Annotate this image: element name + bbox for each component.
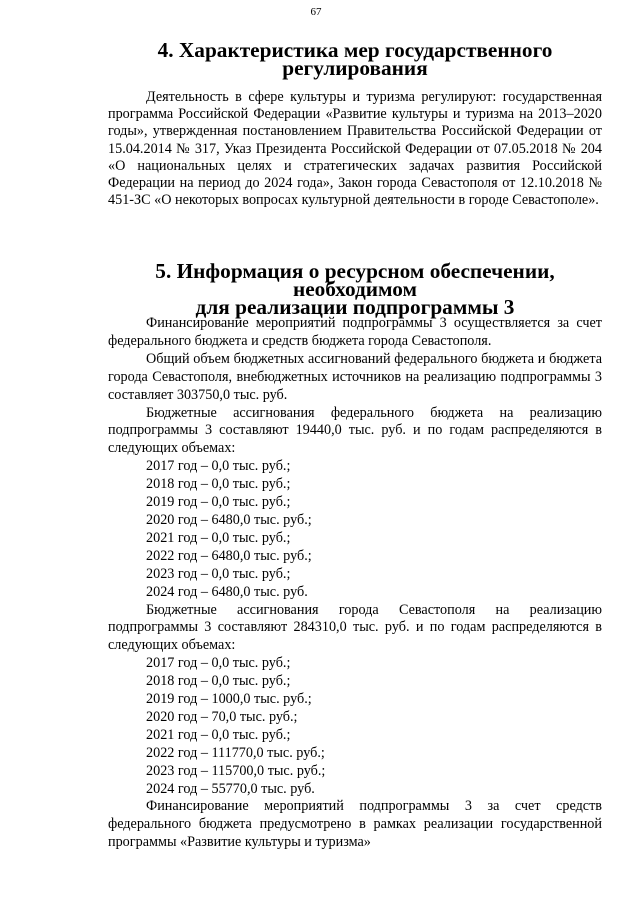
list-item: 2024 год – 6480,0 тыс. руб. [146,583,308,600]
total-volume-paragraph: Общий объем бюджетных ассигнований федерального бюджета и бюджета города Севастополя, внебюджетных источников на реализацию подпрограммы 3 составляет 303750,0 тыс. руб. [108,350,602,403]
list-item: 2023 год – 115700,0 тыс. руб.; [146,762,326,779]
list-item: 2024 год – 55770,0 тыс. руб. [146,780,315,797]
list-item: 2022 год – 6480,0 тыс. руб.; [146,547,312,564]
city-budget-paragraph: Бюджетные ассигнования города Севастополя на реализацию подпрограммы 3 составляют 284310,0 тыс. руб. и по годам распределяются в следующих объемах: [108,601,602,654]
federal-financing-paragraph: Финансирование мероприятий подпрограммы 3 за счет средств федерального бюджета предусмотрено в рамках реализации государственной программы «Развитие культуры и туризма» [108,798,602,851]
list-item: 2019 год – 1000,0 тыс. руб.; [146,691,312,708]
list-item: 2023 год – 0,0 тыс. руб.; [146,565,291,582]
list-item: 2018 год – 0,0 тыс. руб.; [146,476,291,493]
list-item: 2020 год – 6480,0 тыс. руб.; [146,511,312,528]
page-number: 67 [310,6,322,18]
section-4-heading: 4. Характеристика мер государственного регулирования [157,38,553,80]
city-years-list [108,655,602,798]
federal-budget-paragraph: Бюджетные ассигнования федерального бюджета на реализацию подпрограммы 3 составляют 19440,0 тыс. руб. и по годам распределяются в следующих объемах: [108,404,602,457]
section-5-heading-line2: для реализации подпрограммы 3 [195,295,515,319]
section-4-paragraph: Деятельность в сфере культуры и туризма регулируют: государственная программа Российской Федерации «Развитие культуры и туризма на 2013–2020 годы», утвержденная постановлением Правительства Российской Федерации от 15.04.2014 № 317, Указ Президента Российской Федерации от 07.05.2018 № 204 «О национальных целях и стратегических задачах развития Российской Федерации на период до 2024 года», Закон города Севастополя от 12.10.2018 № 451-ЗС «О некоторых вопросах культурной деятельности в городе Севастополе». [108,89,602,209]
funding-sources-paragraph: Финансирование мероприятий подпрограммы 3 осуществляется за счет федерального бюджета и средств бюджета города Севастополя. [108,315,602,349]
list-item: 2017 год – 0,0 тыс. руб.; [146,458,291,475]
section-5-heading [108,259,602,319]
list-item: 2017 год – 0,0 тыс. руб.; [146,655,291,672]
list-item: 2018 год – 0,0 тыс. руб.; [146,673,291,690]
list-item: 2021 год – 0,0 тыс. руб.; [146,529,291,546]
list-item: 2020 год – 70,0 тыс. руб.; [146,708,298,725]
list-item: 2019 год – 0,0 тыс. руб.; [146,494,291,511]
list-item: 2022 год – 111770,0 тыс. руб.; [146,744,325,761]
list-item: 2021 год – 0,0 тыс. руб.; [146,726,291,743]
section-5-body [108,315,602,852]
section-5-heading-line1: 5. Информация о ресурсном обеспечении, необходимом [155,259,555,301]
federal-years-list [108,458,602,601]
